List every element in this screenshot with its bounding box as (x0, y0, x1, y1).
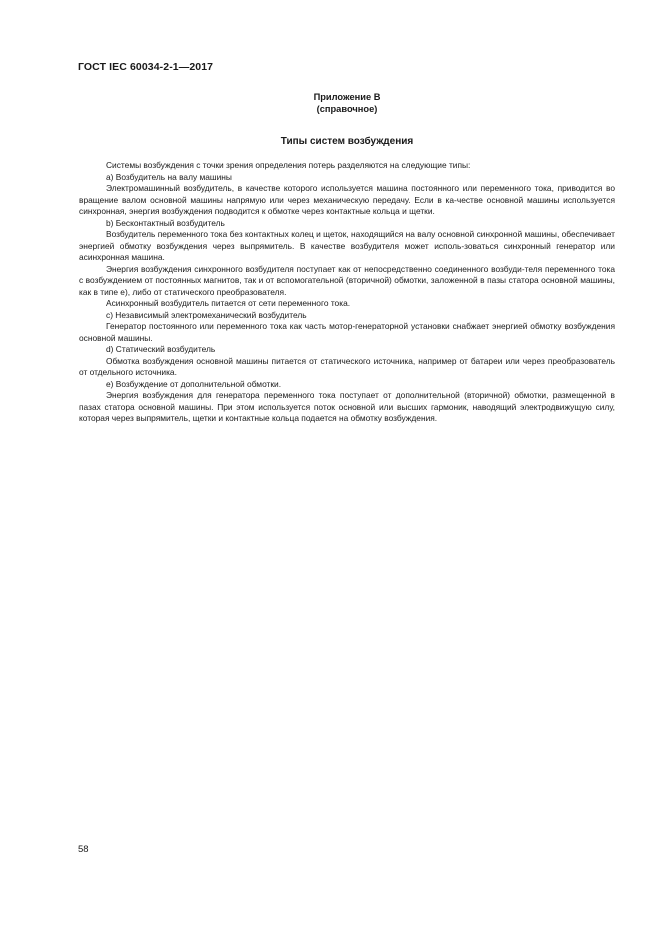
paragraph: Возбудитель переменного тока без контактных колец и щеток, находящийся на валу основной синхронной машины, обеспечивает энергией обмотку возбуждения через выпрямитель. В качестве возбудителя может исполь-зоваться синхронный генератор или асинхронная машина. (79, 229, 615, 262)
list-item-a: а) Возбудитель на валу машины (106, 171, 232, 182)
section-title: Типы систем возбуждения (280, 136, 414, 147)
paragraph: Обмотка возбуждения основной машины питается от статического источника, например от батареи или через преобразователь от отдельного источника. (79, 355, 615, 377)
list-item-e: е) Возбуждение от дополнительной обмотки. (106, 378, 282, 389)
paragraph: Энергия возбуждения для генератора переменного тока поступает от дополнительной (вторичной) обмотки, размещенной в пазах статора основной машины. При этом используется поток основной или высших гармоник, наводящий электродвижущую силу, которая через выпрямитель, щетки и контактные кольца подается на обмотку возбуждения. (79, 390, 615, 423)
paragraph: Энергия возбуждения синхронного возбудителя поступает как от непосредственно соединенного возбуди-теля переменного тока с возбуждением от постоянных магнитов, так и от вспомогательной (вторичной) обмотки, заложенной в пазы статора основной машины, как в типе е), либо от статического преобразователя. (79, 263, 615, 297)
list-item-d: d) Статический возбудитель (106, 344, 216, 354)
paragraph: Генератор постоянного или переменного тока как часть мотор-генераторной установки снабжает энергией обмотку возбуждения основной машины. (79, 321, 615, 343)
list-item-c: с) Независимый электромеханический возбудитель (106, 309, 307, 320)
paragraph-intro: Системы возбуждения с точки зрения определения потерь разделяются на следующие типы: (106, 160, 471, 170)
standard-header: ГОСТ IEC 60034-2-1—2017 (78, 61, 214, 73)
list-item-b: b) Бесконтактный возбудитель (106, 217, 225, 228)
annex-heading (79, 91, 615, 115)
page-number: 58 (78, 844, 89, 855)
paragraph: Асинхронный возбудитель питается от сети переменного тока. (106, 298, 351, 308)
annex-note: (справочное) (316, 104, 378, 114)
annex-title: Приложение В (313, 92, 381, 102)
body-text (79, 160, 615, 425)
paragraph: Электромашинный возбудитель, в качестве которого используется машина постоянного или переменного тока, приводится во вращение валом основной машины напрямую или через механическую передачу. Если в ка-честве основной машины используется синхронная, энергия возбуждения подводится к обмотке через контактные кольца и щетки. (79, 183, 615, 216)
